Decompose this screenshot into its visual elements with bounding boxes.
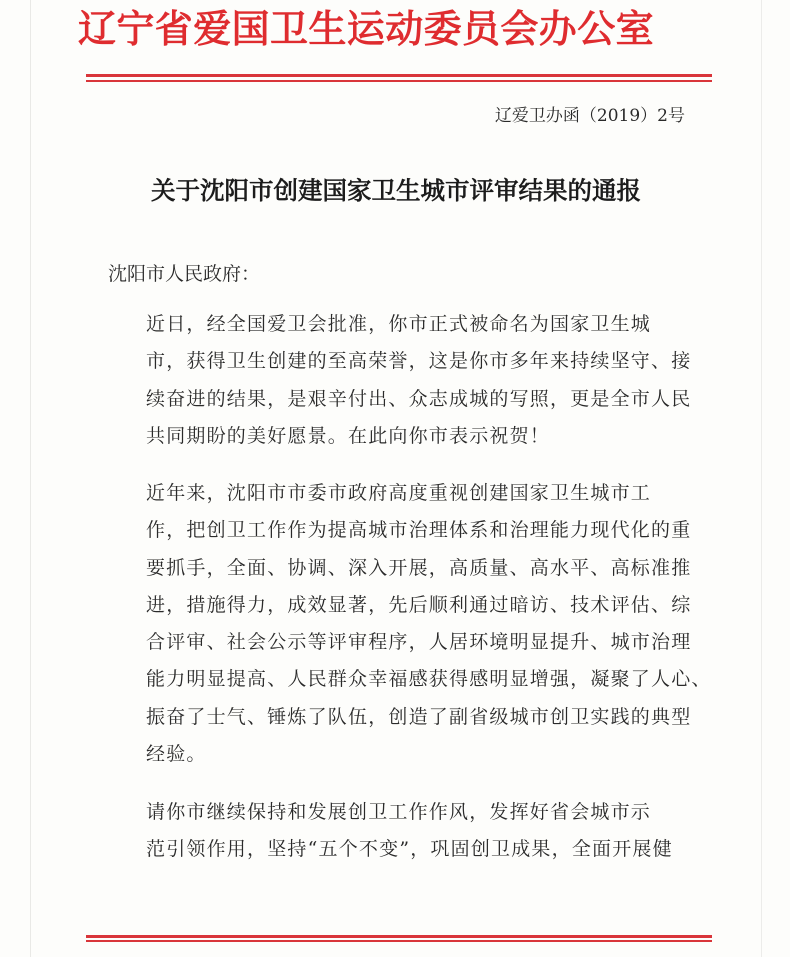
paragraph-line: 进，措施得力，成效显著，先后顺利通过暗访、技术评估、综 [146, 593, 692, 616]
paragraph-line: 合评审、社会公示等评审程序，人居环境明显提升、城市治理 [146, 631, 692, 654]
organization-header-title: 辽宁省爱国卫生运动委员会办公室 [78, 7, 655, 51]
document-title: 关于沈阳市创建国家卫生城市评审结果的通报 [151, 176, 641, 205]
page-edge-left [30, 0, 31, 957]
salutation: 沈阳市人民政府： [108, 263, 261, 285]
page-edge-right [761, 0, 762, 957]
document-number: 辽爱卫办函（2019）2号 [494, 106, 685, 126]
paragraph-line: 近年来，沈阳市市委市政府高度重视创建国家卫生城市工 [146, 482, 652, 504]
paragraph-line: 振奋了士气、锤炼了队伍，创造了副省级城市创卫实践的典型 [146, 705, 692, 728]
footer-rule-thick [86, 935, 712, 938]
paragraph-line: 续奋进的结果，是艰辛付出、众志成城的写照，更是全市人民 [146, 387, 692, 410]
footer-rule-thin [86, 940, 712, 942]
paragraph-line: 要抓手，全面、协调、深入开展，高质量、高水平、高标准推 [146, 556, 692, 579]
paragraph-line: 经验。 [146, 743, 207, 766]
body-paragraph-1 [108, 306, 692, 455]
paragraph-line: 近日，经全国爱卫会批准，你市正式被命名为国家卫生城 [146, 313, 652, 335]
header-rule-thin [86, 80, 712, 82]
paragraph-line: 范引领作用，坚持“五个不变”，巩固创卫成果，全面开展健 [146, 838, 673, 861]
paragraph-line: 市，获得卫生创建的至高荣誉，这是你市多年来持续坚守、接 [146, 350, 692, 373]
header-rule-thick [86, 74, 712, 77]
body-paragraph-3 [108, 794, 688, 869]
paragraph-line: 共同期盼的美好愿景。在此向你市表示祝贺！ [146, 424, 551, 447]
paragraph-line: 请你市继续保持和发展创卫工作作风，发挥好省会城市示 [146, 801, 652, 823]
body-paragraph-2 [108, 475, 712, 773]
paragraph-line: 能力明显提高、人民群众幸福感获得感明显增强，凝聚了人心、 [146, 668, 712, 691]
paragraph-line: 作，把创卫工作作为提高城市治理体系和治理能力现代化的重 [146, 519, 692, 542]
